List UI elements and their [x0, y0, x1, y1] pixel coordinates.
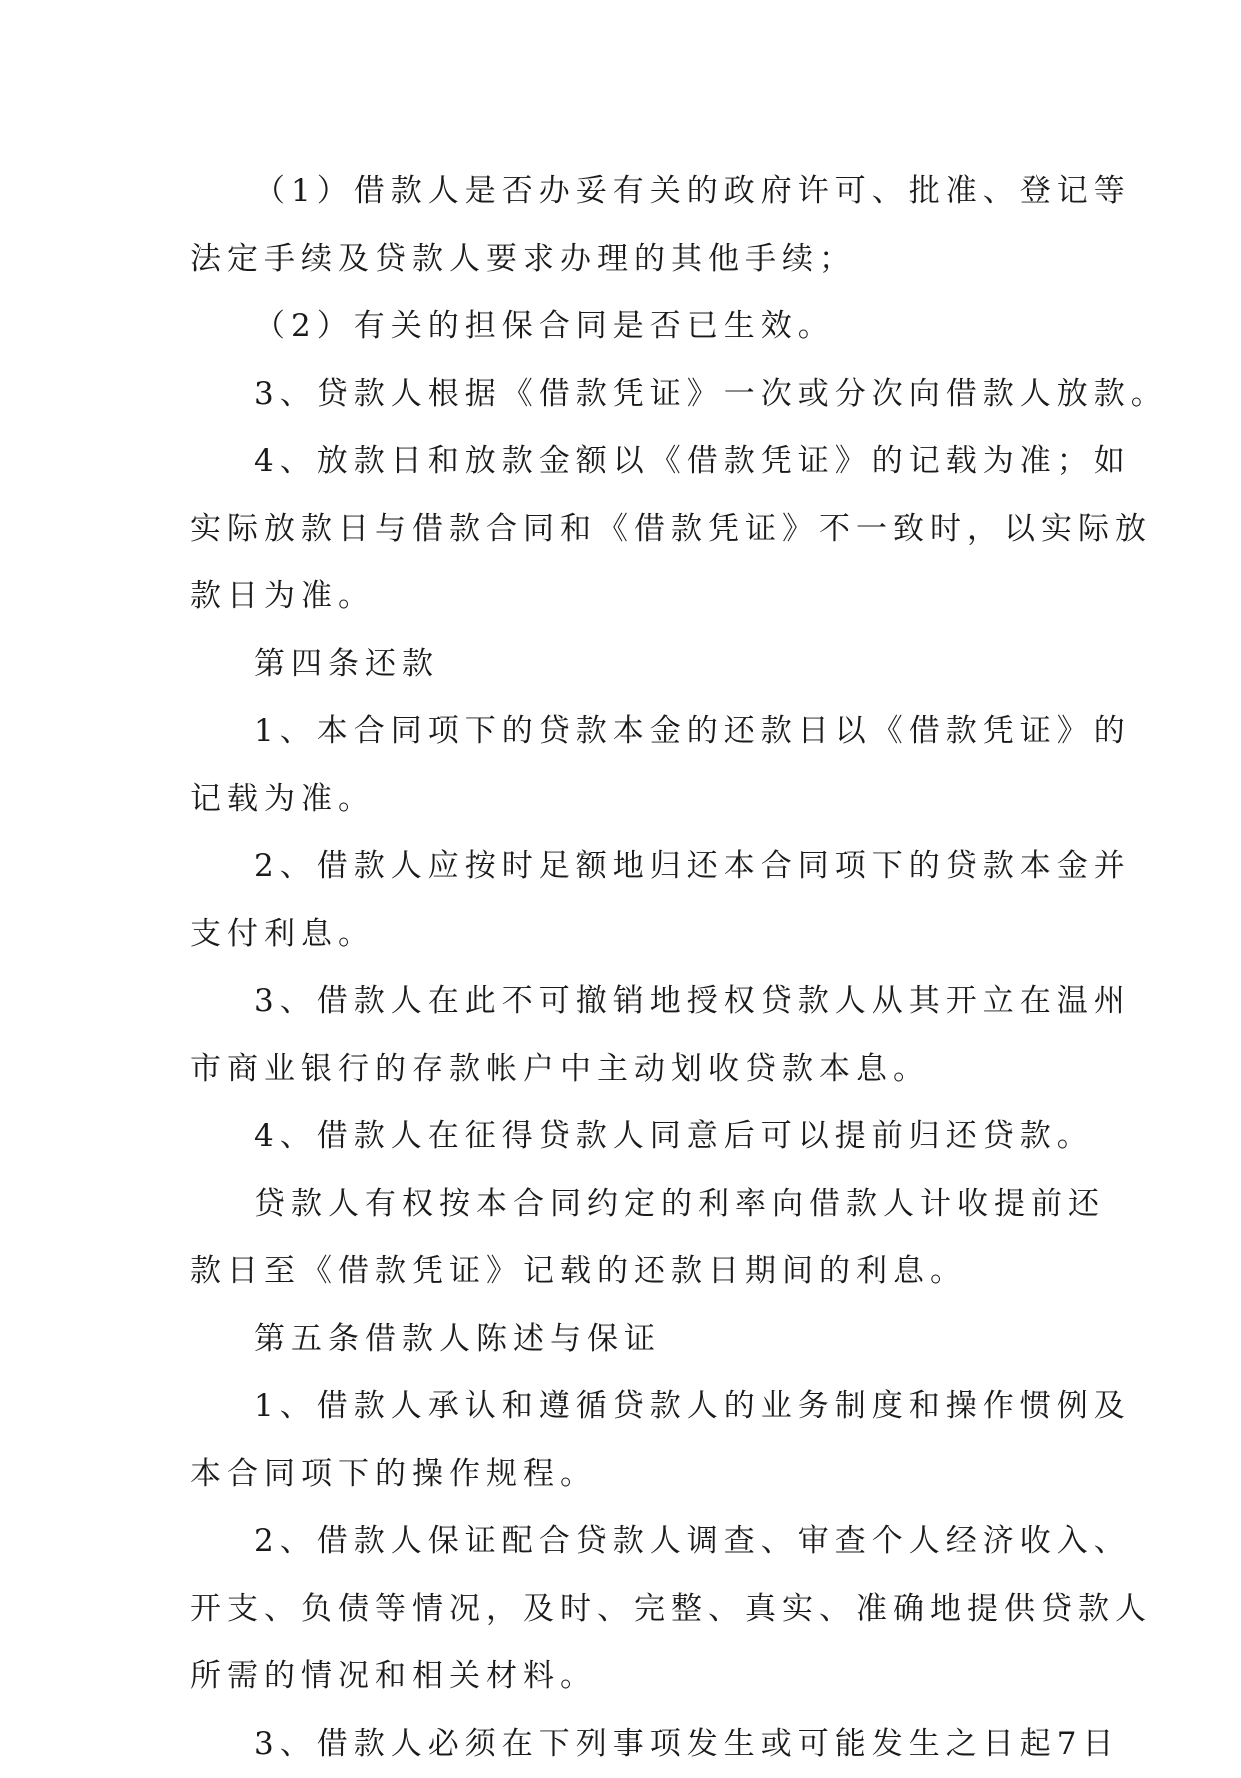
text-line: 3、借款人必须在下列事项发生或可能发生之日起7日 [190, 1711, 1060, 1778]
text-line: 款日至《借款凭证》记载的还款日期间的利息。 [190, 1238, 1060, 1306]
section-heading: 第四条还款 [190, 631, 1060, 699]
text-line: 1、本合同项下的贷款本金的还款日以《借款凭证》的 [190, 698, 1060, 766]
text-line: 实际放款日与借款合同和《借款凭证》不一致时，以实际放 [190, 496, 1060, 564]
text-line: 3、借款人在此不可撤销地授权贷款人从其开立在温州 [190, 968, 1060, 1036]
text-line: 2、借款人应按时足额地归还本合同项下的贷款本金并 [190, 833, 1060, 901]
text-line: 记载为准。 [190, 766, 1060, 834]
text-line: （2）有关的担保合同是否已生效。 [190, 293, 1060, 361]
text-line: 款日为准。 [190, 563, 1060, 631]
document-body [190, 158, 1060, 1778]
text-line: 4、借款人在征得贷款人同意后可以提前归还贷款。 [190, 1103, 1060, 1171]
text-line: 市商业银行的存款帐户中主动划收贷款本息。 [190, 1036, 1060, 1104]
text-line: 支付利息。 [190, 901, 1060, 969]
text-line: 1、借款人承认和遵循贷款人的业务制度和操作惯例及 [190, 1373, 1060, 1441]
text-line: 所需的情况和相关材料。 [190, 1643, 1060, 1711]
section-heading: 第五条借款人陈述与保证 [190, 1306, 1060, 1374]
text-line: 3、贷款人根据《借款凭证》一次或分次向借款人放款。 [190, 361, 1060, 429]
text-line: 开支、负债等情况，及时、完整、真实、准确地提供贷款人 [190, 1576, 1060, 1644]
text-line: 4、放款日和放款金额以《借款凭证》的记载为准；如 [190, 428, 1060, 496]
text-line: （1）借款人是否办妥有关的政府许可、批准、登记等 [190, 158, 1060, 226]
text-line: 2、借款人保证配合贷款人调查、审查个人经济收入、 [190, 1508, 1060, 1576]
text-line: 法定手续及贷款人要求办理的其他手续； [190, 226, 1060, 294]
text-line: 贷款人有权按本合同约定的利率向借款人计收提前还 [190, 1171, 1060, 1239]
text-line: 本合同项下的操作规程。 [190, 1441, 1060, 1509]
